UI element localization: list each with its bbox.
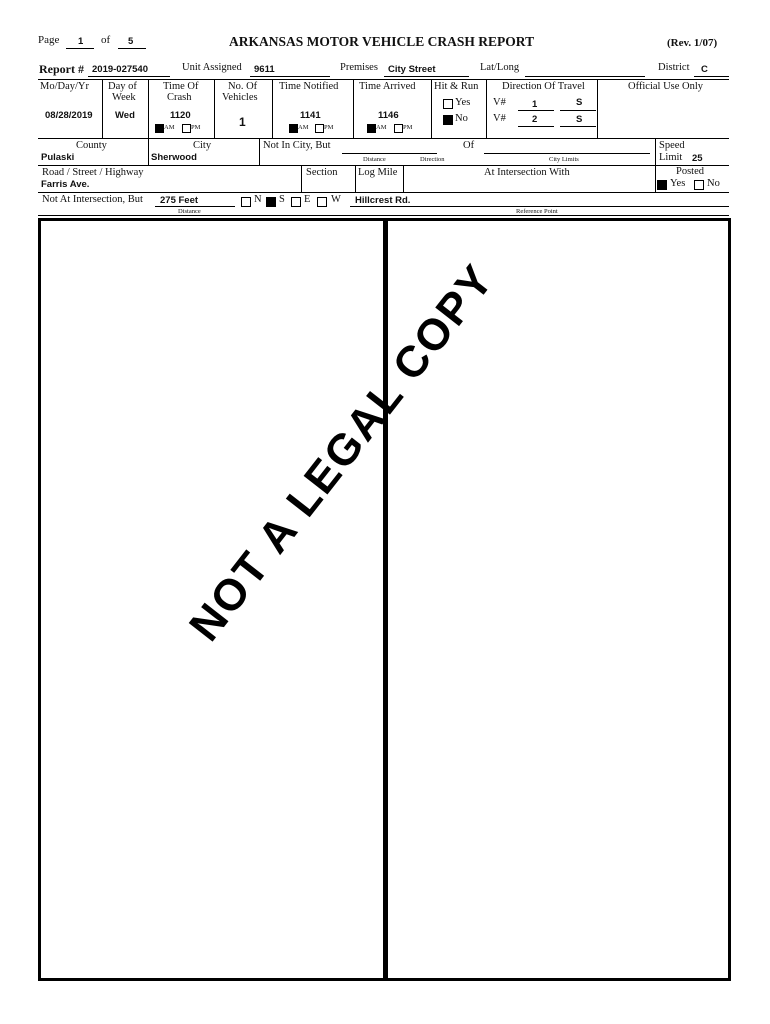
county-label: County — [76, 140, 107, 151]
limit-label: Limit — [659, 152, 683, 163]
unit-assigned: 9611 — [254, 64, 275, 75]
log-mile-label: Log Mile — [358, 167, 398, 178]
unit-label: Unit Assigned — [182, 62, 242, 73]
e-label: E — [304, 194, 311, 205]
hitrun-no-checkbox[interactable] — [443, 115, 453, 125]
posted-label: Posted — [676, 166, 705, 177]
direction-d1: S — [576, 97, 583, 108]
time-label-1: Time Of — [163, 81, 199, 92]
n-checkbox[interactable] — [241, 197, 251, 207]
hitrun-yes-label: Yes — [455, 97, 471, 108]
district-label: District — [658, 62, 690, 73]
e-checkbox[interactable] — [291, 197, 301, 207]
s-label: S — [279, 194, 285, 205]
reference-point: Hillcrest Rd. — [355, 195, 411, 206]
latlong-label: Lat/Long — [480, 62, 520, 73]
arrived-pm-checkbox[interactable] — [394, 124, 403, 133]
direction-v1-label: V# — [493, 97, 506, 108]
notified-pm-checkbox[interactable] — [315, 124, 324, 133]
distance-sublabel-2: Distance — [178, 208, 201, 215]
dow-label-1: Day of — [108, 81, 137, 92]
page-number: 1 — [78, 36, 84, 47]
time-notified: 1141 — [300, 110, 321, 121]
n-label: N — [254, 194, 262, 205]
posted-no-checkbox[interactable] — [694, 180, 704, 190]
revision: (Rev. 1/07) — [667, 37, 718, 49]
watermark: NOT A LEGAL COPY — [180, 255, 504, 651]
road-label: Road / Street / Highway — [42, 167, 144, 178]
page-label: Page — [38, 34, 60, 46]
not-in-city-label: Not In City, But — [263, 140, 331, 151]
time-label-2: Crash — [167, 92, 192, 103]
direction-sublabel: Direction — [420, 156, 445, 163]
speed-limit: 25 — [692, 153, 703, 164]
arrived-pm-label: PM — [403, 124, 413, 131]
of-label: Of — [463, 140, 475, 151]
direction-v2-label: V# — [493, 113, 506, 124]
of-label: of — [101, 34, 111, 46]
official-use-label: Official Use Only — [628, 81, 704, 92]
report-number: 2019-027540 — [92, 64, 148, 75]
crash-pm-label: PM — [191, 124, 201, 131]
dow-label-2: Week — [112, 92, 136, 103]
reference-point-sublabel: Reference Point — [516, 208, 558, 215]
vehicle-count: 1 — [239, 115, 246, 129]
day-of-week: Wed — [115, 110, 135, 121]
crash-pm-checkbox[interactable] — [182, 124, 191, 133]
notified-label: Time Notified — [279, 81, 339, 92]
city: Sherwood — [151, 152, 197, 163]
road: Farris Ave. — [41, 179, 90, 190]
posted-yes-label: Yes — [670, 178, 686, 189]
w-label: W — [331, 194, 341, 205]
not-at-intersection-label: Not At Intersection, But — [42, 194, 143, 205]
s-checkbox[interactable] — [266, 197, 276, 207]
crash-am-checkbox[interactable] — [155, 124, 164, 133]
w-checkbox[interactable] — [317, 197, 327, 207]
posted-yes-checkbox[interactable] — [657, 180, 667, 190]
arrived-am-label: AM — [376, 124, 387, 131]
arrived-label: Time Arrived — [359, 81, 416, 92]
notified-pm-label: PM — [324, 124, 334, 131]
not-at-intersection-distance: 275 Feet — [160, 195, 199, 206]
intersection-label: At Intersection With — [484, 167, 570, 178]
notified-am-label: AM — [298, 124, 309, 131]
vehicles-label-2: Vehicles — [222, 92, 258, 103]
city-label: City — [193, 140, 212, 151]
direction-d2: S — [576, 114, 583, 125]
county: Pulaski — [41, 152, 75, 163]
section-label: Section — [306, 167, 338, 178]
district: C — [701, 64, 708, 75]
city-limits-sublabel: City Limits — [549, 156, 579, 163]
premises-label: Premises — [340, 62, 378, 73]
speed-label: Speed — [659, 140, 685, 151]
crash-am-label: AM — [164, 124, 175, 131]
premises: City Street — [388, 64, 436, 75]
direction-v2: 2 — [532, 114, 538, 125]
crash-date: 08/28/2019 — [45, 110, 93, 121]
posted-no-label: No — [707, 178, 720, 189]
date-label: Mo/Day/Yr — [40, 81, 89, 92]
page-total: 5 — [128, 36, 134, 47]
direction-v1: 1 — [532, 99, 538, 110]
report-number-label: Report # — [39, 62, 84, 76]
hitrun-no-label: No — [455, 113, 468, 124]
crash-time: 1120 — [170, 110, 191, 121]
notified-am-checkbox[interactable] — [289, 124, 298, 133]
hitrun-label: Hit & Run — [434, 81, 479, 92]
arrived-am-checkbox[interactable] — [367, 124, 376, 133]
report-title: ARKANSAS MOTOR VEHICLE CRASH REPORT — [229, 34, 535, 49]
time-arrived: 1146 — [378, 110, 399, 121]
vehicles-label-1: No. Of — [228, 81, 258, 92]
distance-sublabel: Distance — [363, 156, 386, 163]
direction-label: Direction Of Travel — [502, 81, 585, 92]
hitrun-yes-checkbox[interactable] — [443, 99, 453, 109]
